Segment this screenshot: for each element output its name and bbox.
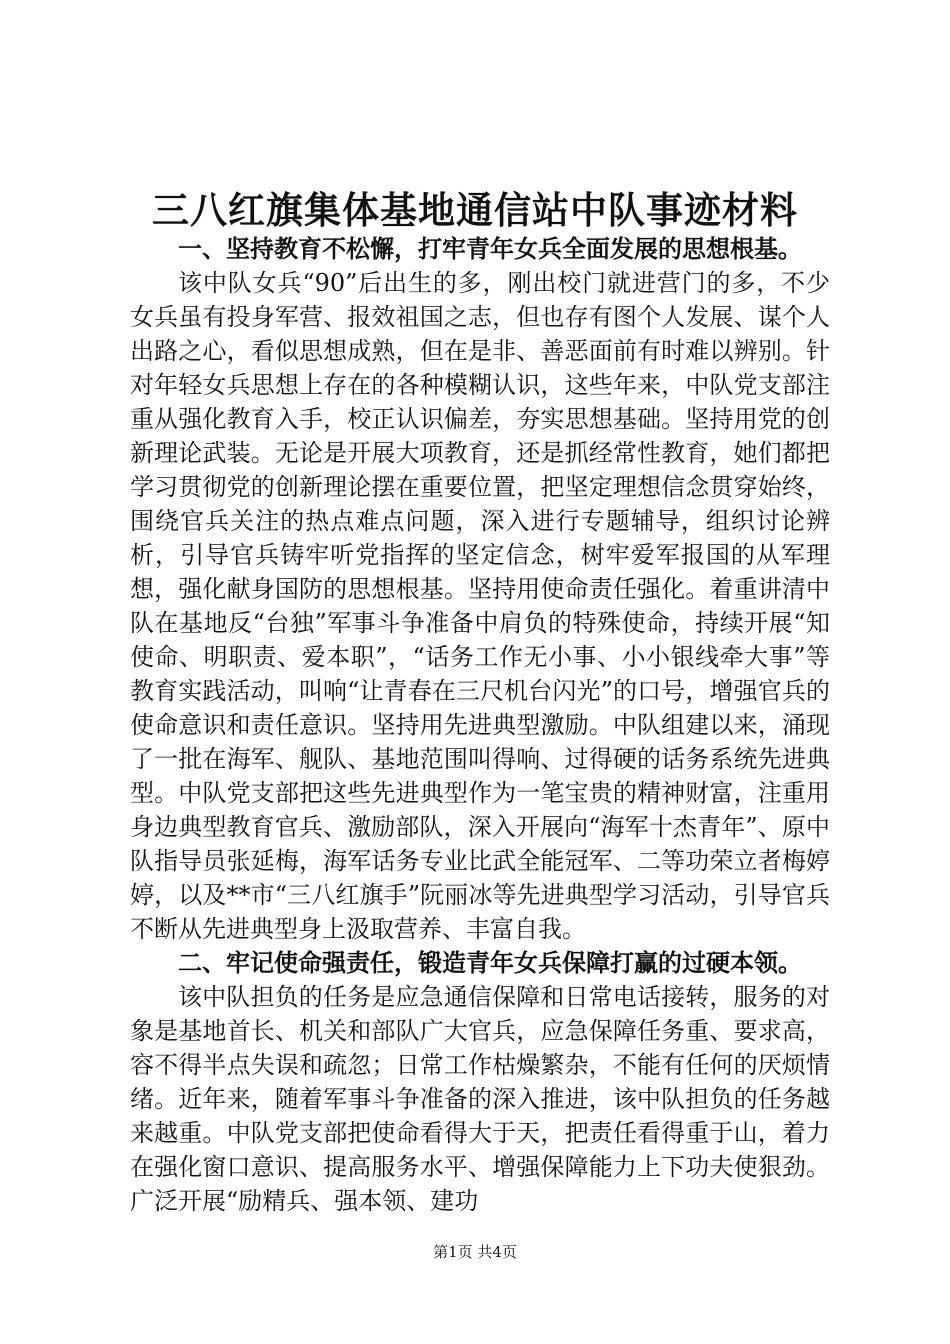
section-paragraph-1: 该中队女兵“90”后出生的多，刚出校门就进营门的多，不少女兵虽有投身军营、报效祖国之志，但也存有图个人发展、谋个人出路之心，看似思想成熟，但在是非、善恶面前有时难以辨别。针对年轻女兵思想上存在的各种模糊认识，这些年来，中队党支部注重从强化教育入手，校正认识偏差，夯实思想基础。坚持用党的创新理论武装。无论是开展大项教育，还是抓经常性教育，她们都把学习贯彻党的创新理论摆在重要位置，把坚定理想信念贯穿始终，围绕官兵关注的热点难点问题，深入进行专题辅导，组织讨论辨析，引导官兵铸牢听党指挥的坚定信念，树牢爱军报国的从军理想，强化献身国防的思想根基。坚持用使命责任强化。着重讲清中队在基地反“台独”军事斗争准备中肩负的特殊使命，持续开展“知使命、明职责、爱本职”，“话务工作无小事、小小银线牵大事”等教育实践活动，叫响“让青春在三尺机台闪光”的口号，增强官兵的使命意识和责任意识。坚持用先进典型激励。中队组建以来，涌现了一批在海军、舰队、基地范围叫得响、过得硬的话务系统先进典型。中队党支部把这些先进典型作为一笔宝贵的精神财富，注重用身边典型教育官兵、激励部队，深入开展向“海军十杰青年”、原中队指导员张延梅，海军话务专业比武全能冠军、二等功荣立者梅婷婷，以及**市“三八红旗手”阮丽冰等先进典型学习活动，引导官兵不断从先进典型身上汲取营养、丰富自我。 (130, 269, 830, 943)
section-paragraph-2: 该中队担负的任务是应急通信保障和日常电话接转，服务的对象是基地首长、机关和部队广大官兵，应急保障任务重、要求高，容不得半点失误和疏忽；日常工作枯燥繁杂，不能有任何的厌烦情绪。近年来，随着军事斗争准备的深入推进，该中队担负的任务越来越重。中队党支部把使命看得大于天，把责任看得重于山，着力在强化窗口意识、提高服务水平、增强保障能力上下功夫使狠劲。广泛开展“励精兵、强本领、建功 (130, 983, 830, 1215)
page-footer: 第1页 共4页 (433, 1243, 517, 1261)
section-heading-2: 二、牢记使命强责任，锻造青年女兵保障打赢的过硬本领。 (178, 948, 802, 977)
section-heading-1: 一、坚持教育不松懈，打牢青年女兵全面发展的思想根基。 (178, 234, 802, 263)
document-title: 三八红旗集体基地通信站中队事迹材料 (152, 188, 798, 232)
document-body (130, 232, 830, 1218)
